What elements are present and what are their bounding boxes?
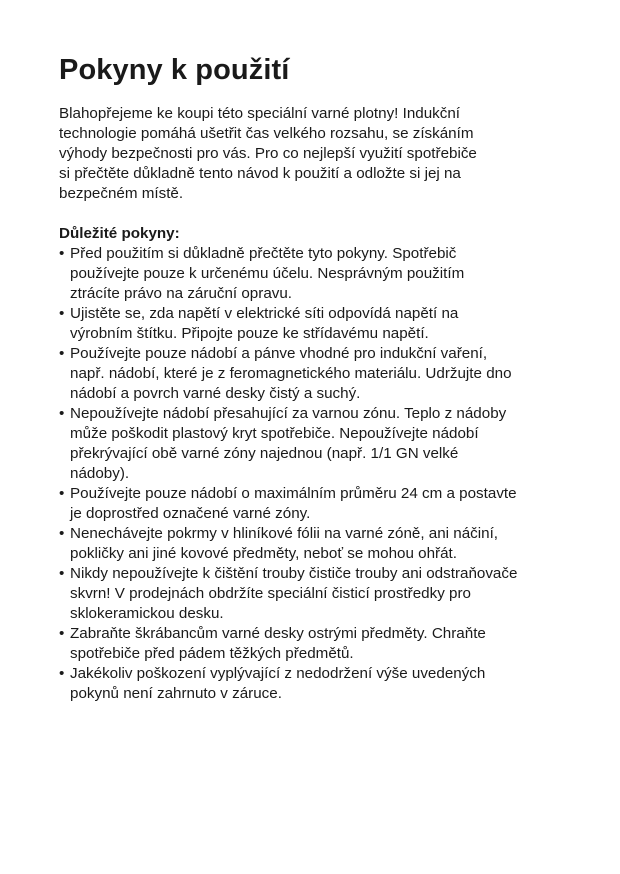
instruction-line: Před použitím si důkladně přečtěte tyto pokyny. Spotřebič — [70, 245, 457, 262]
bullet-icon: • — [59, 305, 65, 322]
instruction-line: skvrn! V prodejnách obdržíte speciální čisticí prostředky pro — [70, 585, 471, 602]
instruction-line: Nenechávejte pokrmy v hliníkové fólii na varné zóně, ani náčiní, — [70, 525, 499, 542]
important-heading: Důležité pokyny: — [59, 225, 180, 242]
instruction-item-5 — [59, 484, 579, 524]
important-instructions-list — [59, 244, 579, 704]
instruction-item-9 — [59, 664, 579, 704]
instruction-item-4 — [59, 404, 579, 484]
instruction-line: Ujistěte se, zda napětí v elektrické síti odpovídá napětí na — [70, 305, 459, 322]
instruction-line: Nikdy nepoužívejte k čištění trouby čističe trouby ani odstraňovače — [70, 565, 518, 582]
instruction-line: pokličky ani jiné kovové předměty, neboť se mohou ohřát. — [70, 545, 457, 562]
instruction-line: např. nádobí, které je z feromagnetického materiálu. Udržujte dno — [70, 365, 512, 382]
instruction-item-8 — [59, 624, 579, 664]
instruction-line: je doprostřed označené varné zóny. — [70, 505, 311, 522]
instruction-line: pokynů není zahrnuto v záruce. — [70, 685, 282, 702]
instruction-line: Zabraňte škrábancům varné desky ostrými předměty. Chraňte — [70, 625, 486, 642]
bullet-icon: • — [59, 345, 65, 362]
bullet-icon: • — [59, 245, 65, 262]
instruction-item-3 — [59, 344, 579, 404]
instruction-line: Používejte pouze nádobí a pánve vhodné pro indukční vaření, — [70, 345, 488, 362]
instruction-item-7 — [59, 564, 579, 624]
bullet-icon: • — [59, 625, 65, 642]
bullet-icon: • — [59, 405, 65, 422]
instruction-line: spotřebiče před pádem těžkých předmětů. — [70, 645, 354, 662]
intro-line: výhody bezpečnosti pro vás. Pro co nejlepší využití spotřebiče — [59, 145, 477, 162]
instruction-item-1 — [59, 244, 579, 304]
instruction-line: Jakékoliv poškození vyplývající z nedodržení výše uvedených — [70, 665, 486, 682]
bullet-icon: • — [59, 525, 65, 542]
instruction-line: používejte pouze k určenému účelu. Nesprávným použitím — [70, 265, 465, 282]
page-title: Pokyny k použití — [59, 54, 290, 86]
intro-paragraph — [59, 104, 569, 204]
instruction-line: Nepoužívejte nádobí přesahující za varnou zónu. Teplo z nádoby — [70, 405, 507, 422]
instruction-line: Používejte pouze nádobí o maximálním průměru 24 cm a postavte — [70, 485, 517, 502]
instruction-line: nádobí a povrch varné desky čistý a suchý. — [70, 385, 361, 402]
instruction-item-2 — [59, 304, 579, 344]
bullet-icon: • — [59, 665, 65, 682]
instruction-line: překrývající obě varné zóny najednou (např. 1/1 GN velké — [70, 445, 459, 462]
intro-line: si přečtěte důkladně tento návod k použití a odložte si jej na — [59, 165, 461, 182]
instruction-line: ztrácíte právo na záruční opravu. — [70, 285, 293, 302]
instruction-item-6 — [59, 524, 579, 564]
bullet-icon: • — [59, 565, 65, 582]
instruction-line: výrobním štítku. Připojte pouze ke střídavému napětí. — [70, 325, 429, 342]
intro-line: Blahopřejeme ke koupi této speciální varné plotny! Indukční — [59, 105, 461, 122]
bullet-icon: • — [59, 485, 65, 502]
instruction-line: může poškodit plastový kryt spotřebiče. Nepoužívejte nádobí — [70, 425, 479, 442]
intro-line: technologie pomáhá ušetřit čas velkého rozsahu, se získáním — [59, 125, 474, 142]
instruction-line: nádoby). — [70, 465, 130, 482]
intro-line: bezpečném místě. — [59, 185, 184, 202]
instruction-line: sklokeramickou desku. — [70, 605, 224, 622]
